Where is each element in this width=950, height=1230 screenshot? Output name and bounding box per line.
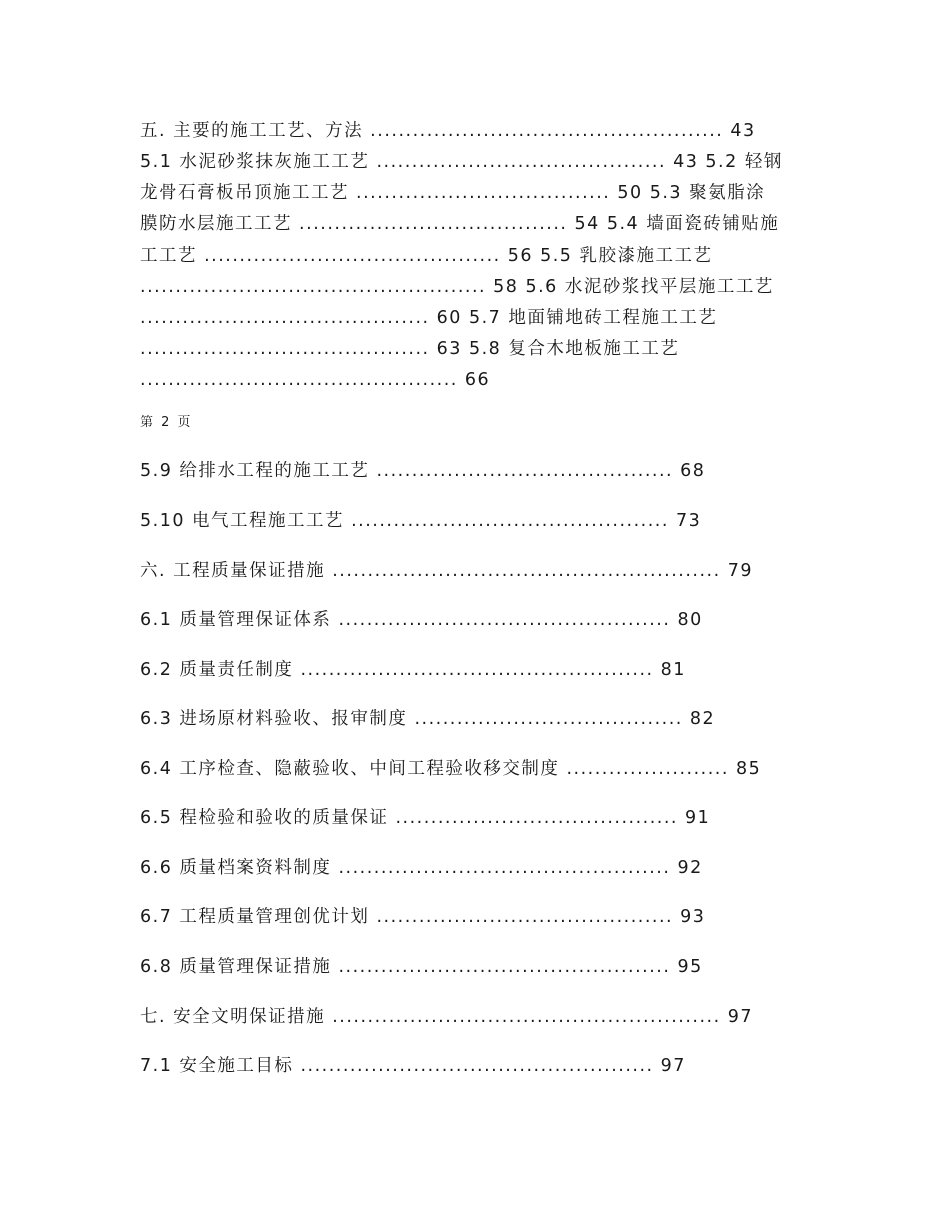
toc-entry: 5.9 给排水工程的施工工艺 .......................................... 68 (140, 461, 706, 481)
toc-entry: 6.4 工序检查、隐蔽验收、中间工程验收移交制度 ....................... 85 (140, 759, 762, 779)
toc-entry: 6.2 质量责任制度 .................................................. 81 (140, 660, 686, 680)
toc-line: 膜防水层施工工艺 ...................................... 54 5.4 墙面瓷砖铺贴施 (140, 214, 780, 234)
toc-line: ......................................... 60 5.7 地面铺地砖工程施工工艺 (140, 308, 718, 328)
toc-line: 龙骨石膏板吊顶施工工艺 .................................... 50 5.3 聚氨脂涂 (140, 183, 766, 203)
toc-entry: 6.8 质量管理保证措施 ............................................... 95 (140, 957, 703, 977)
toc-entry: 5.10 电气工程施工工艺 ............................................. 73 (140, 511, 702, 531)
toc-entry: 6.1 质量管理保证体系 ............................................... 80 (140, 610, 703, 630)
toc-line: 工工艺 .......................................... 56 5.5 乳胶漆施工工艺 (140, 246, 713, 266)
toc-entry: 6.3 进场原材料验收、报审制度 ...................................... 82 (140, 709, 716, 729)
toc-entry: 6.7 工程质量管理创优计划 .......................................... 93 (140, 907, 706, 927)
toc-line: 5.1 水泥砂浆抹灰施工工艺 ......................................... 43 5.2 轻钢 (140, 152, 783, 172)
toc-entry: 七. 安全文明保证措施 ....................................................... 97 (140, 1007, 753, 1027)
toc-line: 五. 主要的施工工艺、方法 .................................................. 43 (140, 121, 756, 141)
toc-line: ............................................. 66 (140, 370, 491, 390)
toc-entry: 6.6 质量档案资料制度 ............................................... 92 (140, 858, 703, 878)
toc-line: ......................................... 63 5.8 复合木地板施工工艺 (140, 339, 680, 359)
toc-line: ................................................. 58 5.6 水泥砂浆找平层施工工艺 (140, 277, 774, 297)
toc-entry: 6.5 程检验和验收的质量保证 ........................................ 91 (140, 808, 711, 828)
toc-entry: 7.1 安全施工目标 .................................................. 97 (140, 1056, 686, 1076)
page-number: 第 2 页 (140, 415, 193, 430)
toc-entry: 六. 工程质量保证措施 ....................................................... 79 (140, 561, 753, 581)
